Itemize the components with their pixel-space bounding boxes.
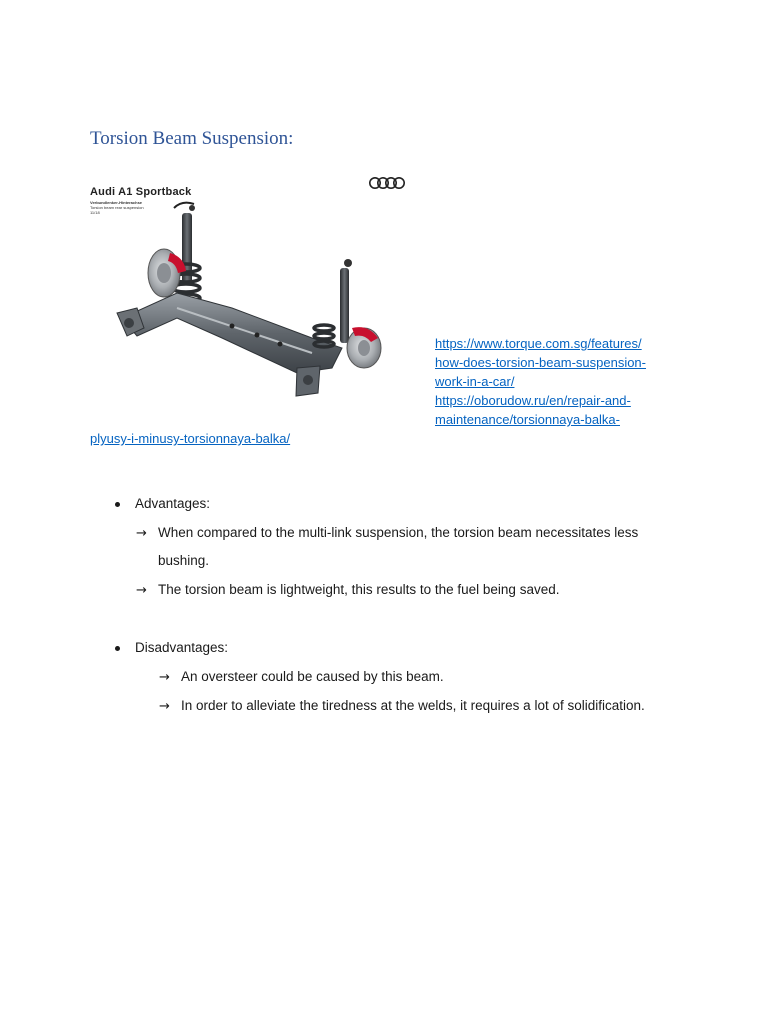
link-torque-line3[interactable]: work-in-a-car/ (435, 374, 515, 389)
figure-model-name: Audi A1 Sportback (90, 186, 192, 198)
link-oborudow-line1[interactable]: https://oborudow.ru/en/repair-and- (435, 393, 631, 408)
arrow-icon: → (159, 670, 170, 685)
link-torque-line1[interactable]: https://www.torque.com.sg/features/ (435, 336, 642, 351)
advantage-item-1-line2: bushing. (158, 553, 210, 568)
arrow-icon: → (136, 583, 147, 598)
bullet-icon (115, 502, 120, 507)
disadvantages-label: Disadvantages: (135, 640, 229, 655)
advantage-item-2: The torsion beam is lightweight, this results to the fuel being saved. (158, 582, 560, 597)
bullet-icon (115, 646, 120, 651)
audi-rings-icon (368, 176, 406, 190)
suspension-image (82, 168, 424, 418)
advantage-item-1-line1: When compared to the multi-link suspension, the torsion beam necessitates less (158, 525, 639, 540)
figure-subtitle-german: Verbundlenker-Hinterachse (90, 200, 143, 205)
advantages-label: Advantages: (135, 496, 211, 511)
link-torque-line2[interactable]: how-does-torsion-beam-suspension- (435, 355, 646, 370)
disadvantage-item-1: An oversteer could be caused by this beam. (181, 669, 444, 684)
link-oborudow-line2[interactable]: maintenance/torsionnaya-balka- (435, 412, 620, 427)
figure-subtitle-english: Torsion beam rear suspension (90, 205, 144, 210)
figure-caption (90, 186, 191, 215)
source-links (435, 334, 685, 429)
disadvantage-item-2: In order to alleviate the tiredness at the welds, it requires a lot of solidification. (181, 698, 645, 713)
arrow-icon: → (136, 526, 147, 541)
page-title: Torsion Beam Suspension: (90, 128, 294, 149)
link-oborudow-line3[interactable]: plyusy-i-minusy-torsionnaya-balka/ (90, 431, 291, 446)
source-link-continuation (90, 429, 290, 448)
arrow-icon: → (159, 699, 170, 714)
figure-code: 11/18 (90, 210, 100, 215)
